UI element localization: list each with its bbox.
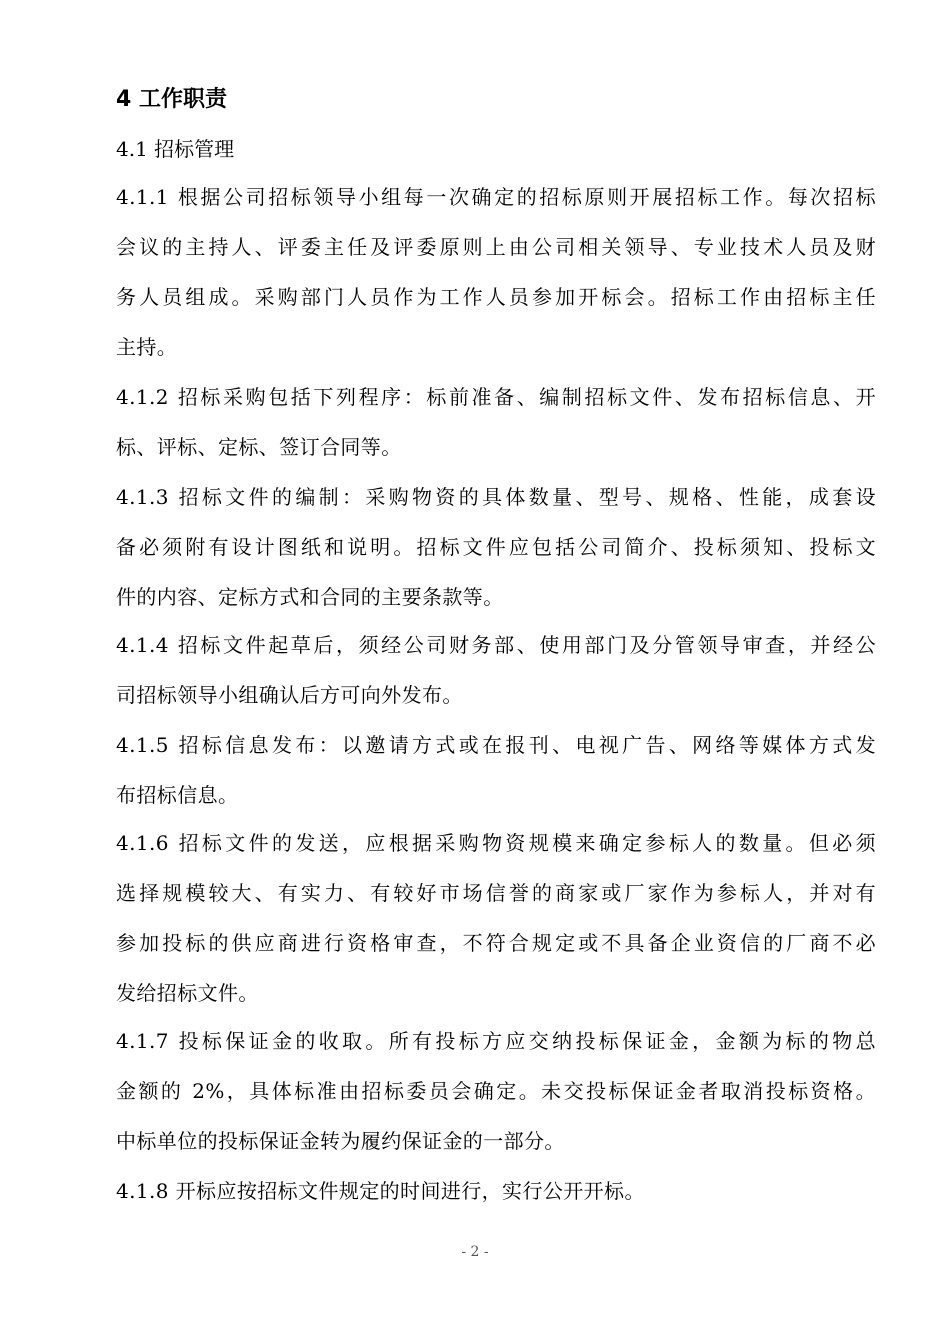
paragraph-line: 发给招标文件。: [116, 981, 259, 1005]
paragraph-line: 中标单位的投标保证金转为履约保证金的一部分。: [116, 1129, 565, 1153]
paragraph-line: 4.1.6 招标文件的发送，应根据采购物资规模来确定参标人的数量。但必须: [116, 831, 876, 855]
paragraph-4-1-7: [116, 1016, 876, 1166]
paragraph-4-1-2: [116, 372, 876, 472]
paragraph-line: 主持。: [116, 335, 178, 359]
paragraph-line: 4.1.7 投标保证金的收取。所有投标方应交纳投标保证金，金额为标的物总: [116, 1029, 876, 1053]
paragraph-line: 司招标领导小组确认后方可向外发布。: [116, 683, 463, 707]
paragraph-4-1-1: [116, 172, 876, 372]
paragraph-4-1-6: [116, 818, 876, 1018]
paragraph-line: 参加投标的供应商进行资格审查，不符合规定或不具备企业资信的厂商不必: [116, 931, 876, 955]
paragraph-4-1-3: [116, 472, 876, 622]
paragraph-line: 4.1.1 根据公司招标领导小组每一次确定的招标原则开展招标工作。每次招标: [116, 185, 876, 209]
paragraph-line: 金额的 2%，具体标准由招标委员会确定。未交投标保证金者取消投标资格。: [116, 1079, 876, 1103]
paragraph-line: 标、评标、定标、签订合同等。: [116, 435, 402, 459]
paragraph-line: 备必须附有设计图纸和说明。招标文件应包括公司简介、投标须知、投标文: [116, 535, 876, 559]
paragraph-line: 件的内容、定标方式和合同的主要条款等。: [116, 585, 504, 609]
paragraph-line: 会议的主持人、评委主任及评委原则上由公司相关领导、专业技术人员及财: [116, 235, 876, 259]
paragraph-line: 4.1.3 招标文件的编制：采购物资的具体数量、型号、规格、性能，成套设: [116, 485, 876, 509]
paragraph-4-1-5: [116, 720, 876, 820]
paragraph-line: 选择规模较大、有实力、有较好市场信誉的商家或厂家作为参标人，并对有: [116, 881, 876, 905]
paragraph-line: 4.1.8 开标应按招标文件规定的时间进行，实行公开开标。: [116, 1179, 645, 1203]
paragraph-line: 布招标信息。: [116, 783, 239, 807]
paragraph-line: 务人员组成。采购部门人员作为工作人员参加开标会。招标工作由招标主任: [116, 285, 876, 309]
section-heading: 4 工作职责: [116, 87, 227, 112]
page-number: - 2 -: [461, 1244, 489, 1260]
paragraph-line: 4.1.2 招标采购包括下列程序：标前准备、编制招标文件、发布招标信息、开: [116, 385, 876, 409]
paragraph-4-1-8: [116, 1166, 876, 1216]
paragraph-line: 4.1.4 招标文件起草后，须经公司财务部、使用部门及分管领导审查，并经公: [116, 633, 876, 657]
paragraph-line: 4.1.5 招标信息发布：以邀请方式或在报刊、电视广告、网络等媒体方式发: [116, 733, 876, 757]
subsection-heading: 4.1 招标管理: [116, 137, 235, 161]
paragraph-4-1-4: [116, 620, 876, 720]
